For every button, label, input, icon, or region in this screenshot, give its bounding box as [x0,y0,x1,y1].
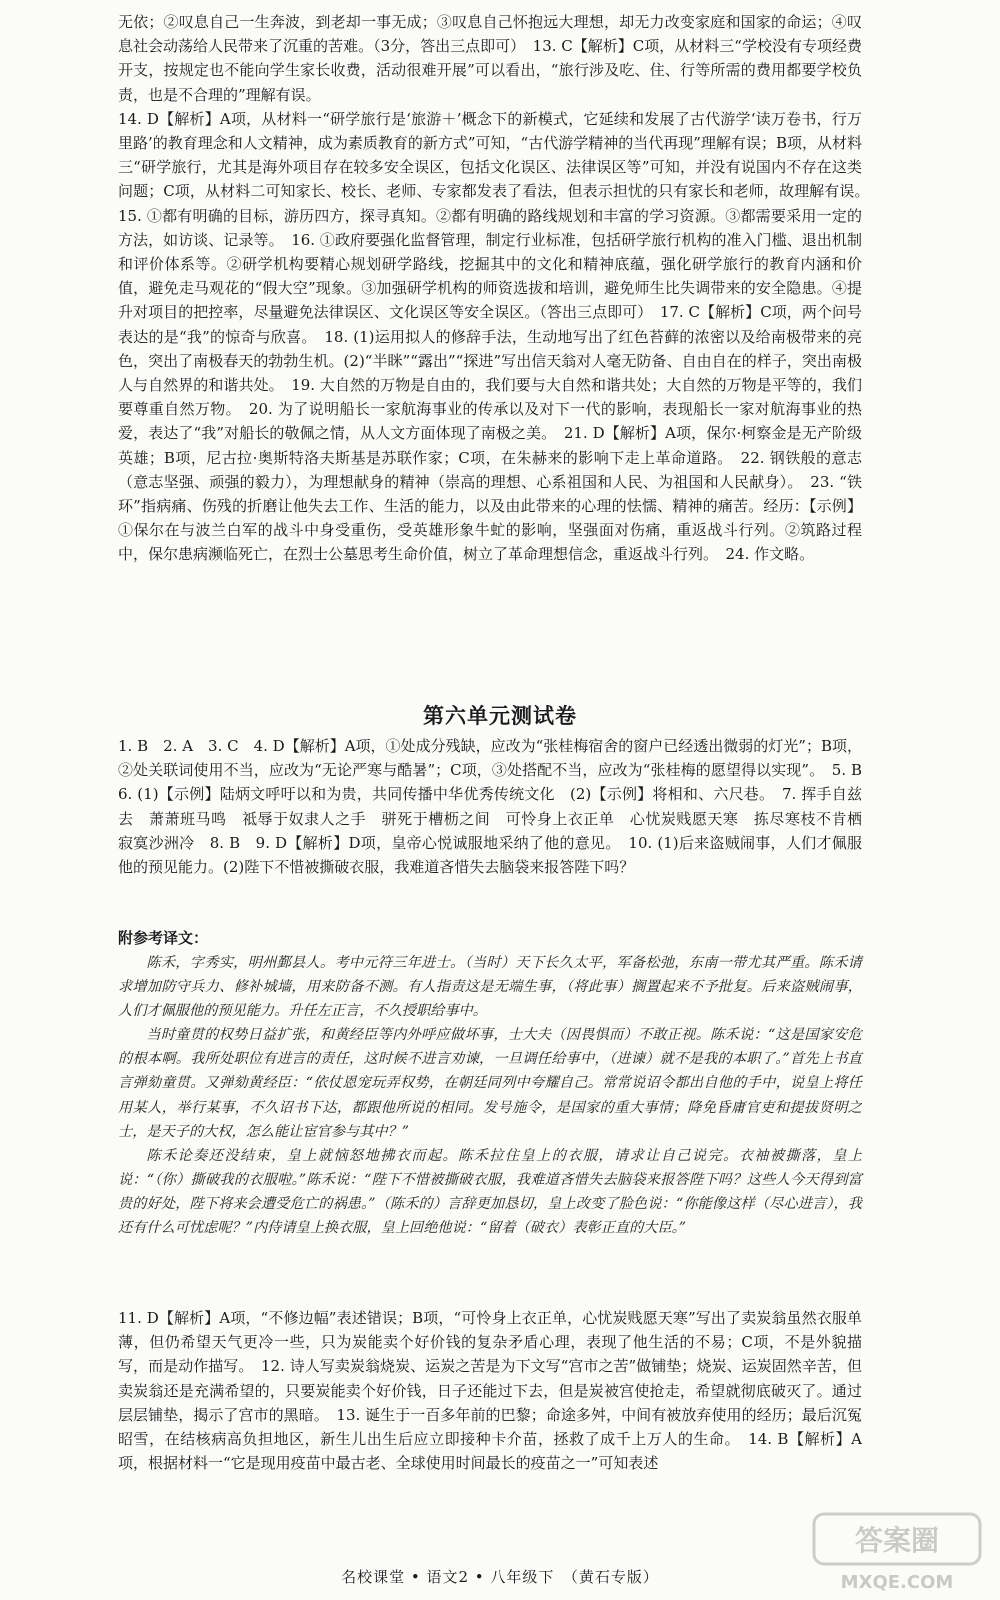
translation-paragraph-2: 当时童贯的权势日益扩张，和黄经臣等内外呼应做坏事，士大夫（因畏惧而）不敢正视。陈禾说：“这是国家安危的根本啊。我所处职位有进言的责任，这时候不进言劝谏，一旦调任给事中，（进谏）就不是我的本职了。”首先上书直言弹劾童贯。又弹劾黄经臣：“依仗恩宠玩弄权势，在朝廷同列中夸耀自己。常常说诏令都出自他的手中，说皇上将任用某人，举行某事，不久诏书下达，都跟他所说的相同。发号施令，是国家的重大事情；降免昏庸官吏和提拔贤明之士，是天子的大权，怎么能让宦官参与其中？” [118,1027,862,1140]
section-title: 第六单元测试卷 [423,704,577,728]
later-answers [118,1306,862,1475]
answers-paragraph-4: 11. D【解析】A项，“不修边幅”表述错误；B项，“可怜身上衣正单，心忧炭贱愿天寒”写出了卖炭翁虽然衣服单薄，但仍希望天气更冷一些，只为炭能卖个好价钱的复杂矛盾心理，表现了他生活的不易；C项，不是外貌描写，而是动作描写。 12. 诗人写卖炭翁烧炭、运炭之苦是为下文写“宫市之苦”做铺垫；烧炭、运炭固然辛苦，但卖炭翁还是充满希望的，只要炭能卖个好价钱，日子还能过下去，但是炭被宫使抢走，希望就彻底破灭了。通过层层铺垫，揭示了宫市的黑暗。 13. 诞生于一百多年前的巴黎；命途多舛，中间有被放弃使用的经历；最后沉冤昭雪，在结核病高负担地区，新生儿出生后应立即接种卡介苗，拯救了成千上万人的生命。 14. B【解析】A项，根据材料一“它是现用疫苗中最古老、全球使用时间最长的疫苗之一”可知表述 [118,1309,862,1473]
answers-paragraph-1: 无依；②叹息自己一生奔波，到老却一事无成；③叹息自己怀抱远大理想，却无力改变家庭和国家的命运；④叹息社会动荡给人民带来了沉重的苦难。（3分，答出三点即可） 13. C【解析】C项，从材料三“学校没有专项经费开支，按规定也不能向学生家长收费，活动很难开展”可以看出，“旅行涉及吃、住、行等所需的费用都要学校负责，也是不合理的”理解有误。 [118,13,862,104]
previous-unit-answers [118,10,878,567]
watermark-text: 答案圈 [854,1524,940,1557]
watermark-logo [812,1510,982,1596]
watermark-url: MXQE.COM [840,1572,954,1593]
translation-paragraph-3: 陈禾论奏还没结束，皇上就恼怒地拂衣而起。陈禾拉住皇上的衣服，请求让自己说完。衣袖被撕落，皇上说：“（你）撕破我的衣服啦。”陈禾说：“陛下不惜被撕破衣服，我难道吝惜失去脑袋来报答陛下吗？这些人今天得到富贵的好处，陛下将来会遭受危亡的祸患。”（陈禾的）言辞更加恳切，皇上改变了脸色说：“你能像这样（尽心进言），我还有什么可忧虑呢？”内侍请皇上换衣服，皇上回绝他说：“留着（破衣）表彰正直的大臣。” [118,1147,862,1237]
unit-six-answers [118,734,878,879]
answers-paragraph-3: 1. B 2. A 3. C 4. D【解析】A项，①处成分残缺，应改为“张桂梅宿舍的窗户已经透出微弱的灯光”；B项，②处关联词使用不当，应改为“无论严寒与酷暑”；C项，③处搭配不当，应改为“张桂梅的愿望得以实现”。 5. B 6. (1)【示例】陆炳文呼吁以和为贵，共同传播中华优秀传统文化 (2)【示例】将相和、六尺巷。 7. 挥手自兹去 萧萧班马鸣 祗辱于奴隶人之手 骈死于槽枥之间 可怜身上衣正单 心忧炭贱愿天寒 拣尽寒枝不肯栖 寂寞沙洲冷 8. B 9. D【解析】D项，皇帝心悦诚服地采纳了他的意见。 10. (1)后来盗贼闹事，人们才佩服他的预见能力。(2)陛下不惜被撕破衣服，我难道吝惜失去脑袋来报答陛下吗？ [118,737,878,877]
answers-paragraph-2: 14. D【解析】A项，从材料一“研学旅行是‘旅游＋’概念下的新模式，它延续和发展了古代游学‘读万卷书，行万里路’的教育理念和人文精神，成为素质教育的新方式”可知，“古代游学精神的当代再现”理解有误；B项，从材料三“研学旅行，尤其是海外项目存在较多安全误区，包括文化误区、法律误区等”可知，并没有说国内不存在这类问题；C项，从材料二可知家长、校长、老师、专家都发表了看法，但表示担忧的只有家长和老师，故理解有误。 15. ①都有明确的目标，游历四方，探寻真知。②都有明确的路线规划和丰富的学习资源。③都需要采用一定的方法，如访谈、记录等。 16. ①政府要强化监督管理，制定行业标准，包括研学旅行机构的准入门槛、退出机制和评价体系等。②研学机构要精心规划研学路线，挖掘其中的文化和精神底蕴，强化研学旅行的教育内涵和价值，避免走马观花的“假大空”现象。③加强研学机构的师资选拔和培训，避免师生比失调带来的安全隐患。④提升对项目的把控率，尽量避免法律误区、文化误区等安全误区。（答出三点即可） 17. C【解析】C项，两个问号表达的是“我”的惊奇与欣喜。 18. (1)运用拟人的修辞手法，生动地写出了红色苔藓的浓密以及给南极带来的亮色，突出了南极春天的勃勃生机。(2)“半眯”“露出”“探进”写出信天翁对人毫无防备、自由自在的样子，突出南极人与自然界的和谐共处。 19. 大自然的万物是自由的，我们要与大自然和谐共处；大自然的万物是平等的，我们要尊重自然万物。 20. 为了说明船长一家航海事业的传承以及对下一代的影响，表现船长一家对航海事业的热爱，表达了“我”对船长的敬佩之情，从人文方面体现了南极之美。 21. D【解析】A项，保尔·柯察金是无产阶级英雄；B项，尼古拉·奥斯特洛夫斯基是苏联作家；C项，在朱赫来的影响下走上革命道路。 22. 钢铁般的意志（意志坚强、顽强的毅力），为理想献身的精神（崇高的理想、心系祖国和人民、为祖国和人民献身）。 23. “铁环”指病痛、伤残的折磨让他失去工作、生活的能力，以及由此带来的心理的怯懦、精神的痛苦。经历：【示例】①保尔在与波兰白军的战斗中身受重伤，受英雄形象牛虻的影响，坚强面对伤痛，重返战斗行列。②筑路过程中，保尔患病濒临死亡，在烈士公墓思考生命价值，树立了革命理想信念，重返战斗行列。 24. 作文略。 [118,109,878,564]
reference-translation-heading: 附参考译文： [118,929,209,947]
translation-paragraph-1: 陈禾，字秀实，明州鄞县人。考中元符三年进士。（当时）天下长久太平，军备松弛，东南一带尤其严重。陈禾请求增加防守兵力、修补城墙，用来防备不测。有人指责这是无端生事，（将此事）搁置起来不予批复。后来盗贼闹事，人们才佩服他的预见能力。升任左正言，不久授职给事中。 [118,955,862,1020]
reference-translation [118,951,862,1240]
page-footer: 名校课堂 • 语文2 • 八年级下 （黄石专版） [341,1568,659,1586]
